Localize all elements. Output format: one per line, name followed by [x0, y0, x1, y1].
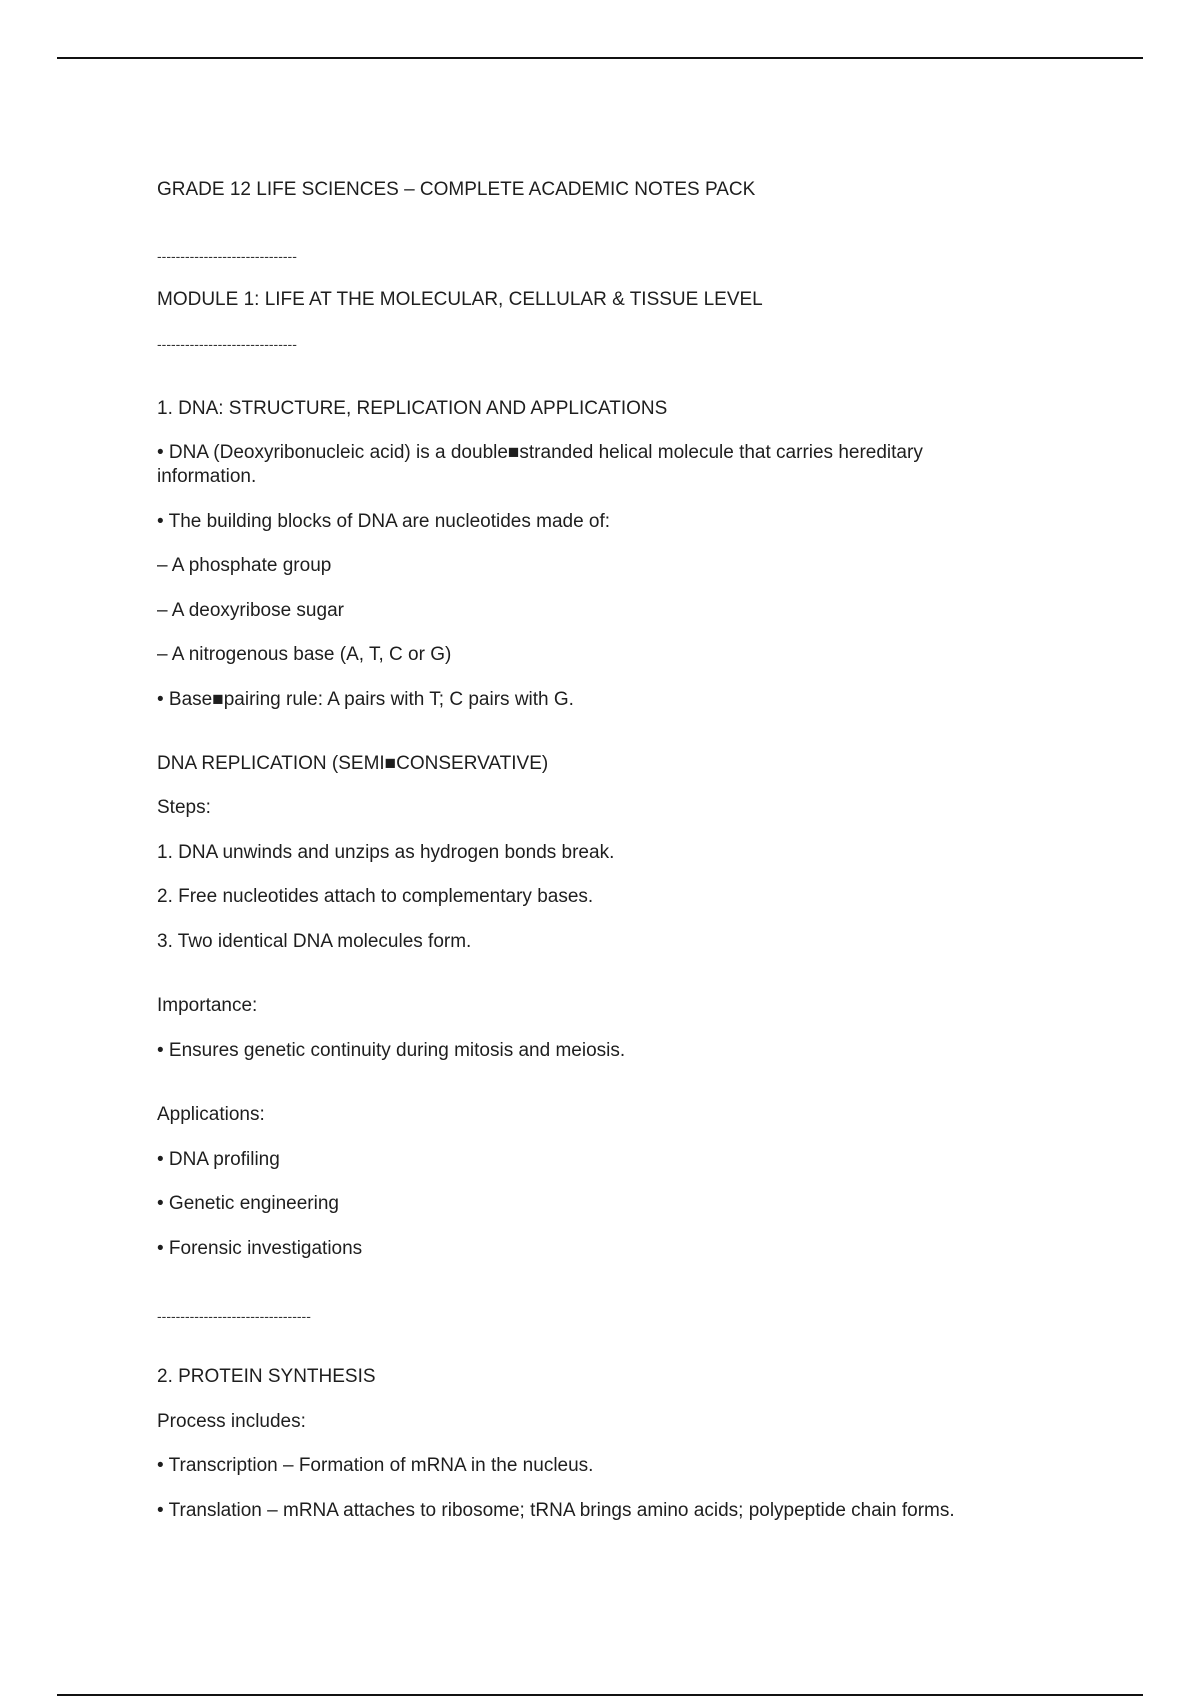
separator-2: ------------------------------	[157, 336, 297, 352]
step-1: 1. DNA unwinds and unzips as hydrogen bonds break.	[157, 842, 615, 863]
section1-heading: 1. DNA: STRUCTURE, REPLICATION AND APPLICATIONS	[157, 398, 668, 419]
separator-3: ---------------------------------	[157, 1308, 311, 1324]
replication-heading: DNA REPLICATION (SEMI■CONSERVATIVE)	[157, 753, 549, 774]
section2-heading: 2. PROTEIN SYNTHESIS	[157, 1366, 376, 1387]
application-genetic-engineering: • Genetic engineering	[157, 1193, 339, 1214]
importance-item: • Ensures genetic continuity during mitosis and meiosis.	[157, 1040, 626, 1061]
importance-label: Importance:	[157, 995, 258, 1016]
bottom-rule	[57, 1694, 1143, 1696]
module-heading: MODULE 1: LIFE AT THE MOLECULAR, CELLULAR & TISSUE LEVEL	[157, 289, 763, 310]
application-forensic: • Forensic investigations	[157, 1238, 363, 1259]
part-base: – A nitrogenous base (A, T, C or G)	[157, 644, 452, 665]
separator-1: ------------------------------	[157, 248, 297, 264]
process-label: Process includes:	[157, 1411, 306, 1432]
process-transcription: • Transcription – Formation of mRNA in the nucleus.	[157, 1455, 594, 1476]
top-rule	[57, 57, 1143, 59]
process-translation: • Translation – mRNA attaches to ribosome; tRNA brings amino acids; polypeptide chain forms.	[157, 1500, 955, 1521]
steps-label: Steps:	[157, 797, 211, 818]
document-title: GRADE 12 LIFE SCIENCES – COMPLETE ACADEMIC NOTES PACK	[157, 179, 756, 200]
applications-label: Applications:	[157, 1104, 265, 1125]
step-3: 3. Two identical DNA molecules form.	[157, 931, 472, 952]
bullet-dna-definition: • DNA (Deoxyribonucleic acid) is a double■stranded helical molecule that carries hereditary information.	[157, 442, 929, 487]
application-dna-profiling: • DNA profiling	[157, 1149, 280, 1170]
part-sugar: – A deoxyribose sugar	[157, 600, 344, 621]
part-phosphate: – A phosphate group	[157, 555, 332, 576]
bullet-base-pairing: • Base■pairing rule: A pairs with T; C pairs with G.	[157, 689, 574, 710]
step-2: 2. Free nucleotides attach to complementary bases.	[157, 886, 594, 907]
bullet-building-blocks: • The building blocks of DNA are nucleotides made of:	[157, 511, 611, 532]
